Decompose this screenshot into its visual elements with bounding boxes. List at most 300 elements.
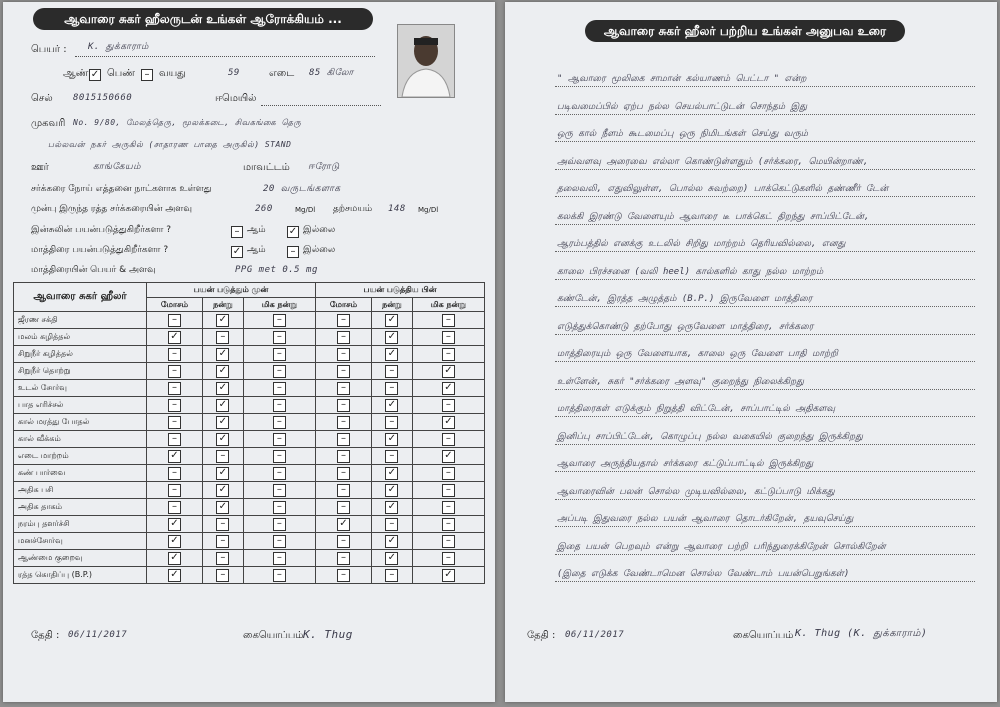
- after-cell: [371, 312, 412, 329]
- symptom-name: நரம்பு தளர்ச்சி: [14, 516, 147, 533]
- after-cell: [315, 312, 371, 329]
- grade-checkbox: ✓: [442, 416, 455, 429]
- before-cell: [202, 533, 243, 550]
- before-sugar-label: முன்பு இருந்த ரத்த சர்க்கரையின் அளவு: [31, 204, 193, 214]
- before-cell: [147, 482, 203, 499]
- before-unit: Mg/Dl: [295, 206, 316, 214]
- grade-checkbox: ✓: [385, 467, 398, 480]
- grade-checkbox: –: [442, 501, 455, 514]
- grade-checkbox: –: [337, 331, 350, 344]
- grade-checkbox: –: [273, 467, 286, 480]
- grade-checkbox: –: [273, 569, 286, 582]
- after-cell: [412, 465, 484, 482]
- grade-checkbox: –: [337, 348, 350, 361]
- grade-checkbox: –: [337, 501, 350, 514]
- before-cell: [147, 329, 203, 346]
- before-cell: [202, 380, 243, 397]
- date-label: தேதி :: [31, 630, 60, 641]
- before-cell: [147, 431, 203, 448]
- symptom-name: சிறுநீர் தொற்று: [14, 363, 147, 380]
- after-cell: [315, 533, 371, 550]
- ruled-line: [555, 554, 975, 555]
- grade-checkbox: ✓: [168, 552, 181, 565]
- after-cell: [315, 516, 371, 533]
- grade-verygood-after: மிக நன்று: [412, 298, 484, 312]
- ruled-line: [555, 279, 975, 280]
- before-cell: [147, 516, 203, 533]
- essay-line: கண்டேன், இரத்த அழுத்தம் (B.P.) இருவேளை மாத்திரை: [557, 294, 813, 304]
- grade-checkbox: ✓: [385, 348, 398, 361]
- ruled-line: [555, 334, 975, 335]
- grade-checkbox: ✓: [168, 331, 181, 344]
- grade-checkbox: ✓: [385, 331, 398, 344]
- form-banner: ஆவாரை சுகர் ஹீலருடன் உங்கள் ஆரோக்கியம் ...: [33, 8, 373, 30]
- grade-checkbox: –: [216, 450, 229, 463]
- before-cell: [202, 363, 243, 380]
- table-row: [14, 482, 485, 499]
- before-cell: [202, 397, 243, 414]
- symptom-table: [13, 282, 485, 584]
- grade-checkbox: ✓: [216, 314, 229, 327]
- symptom-name: சிறுநீர் கழித்தல்: [14, 346, 147, 363]
- after-cell: [371, 465, 412, 482]
- before-cell: [243, 482, 315, 499]
- essay-line: இதை பயன் பெறவும் என்று ஆவாரை பற்றி பரிந்துரைக்கிறேன் சொல்கிறேன்: [557, 541, 886, 552]
- table-row: [14, 431, 485, 448]
- grade-checkbox: –: [273, 484, 286, 497]
- grade-checkbox: –: [337, 450, 350, 463]
- essay-line: கலக்கி இரண்டு வேளையும் ஆவாரை டீ பாக்கெட் திறந்து சாப்பிட்டேன்,: [557, 211, 870, 222]
- years-label: சர்க்கரை நோய் எத்தனை நாட்களாக உள்ளது: [31, 184, 212, 194]
- female-label: பெண்: [107, 68, 135, 79]
- grade-checkbox: –: [442, 518, 455, 531]
- grade-checkbox: –: [442, 467, 455, 480]
- after-header: பயன் படுத்திய பின்: [315, 283, 484, 298]
- table-row: [14, 499, 485, 516]
- date-label-2: தேதி :: [527, 630, 556, 641]
- table-row: [14, 414, 485, 431]
- grade-checkbox: ✓: [216, 433, 229, 446]
- symptom-name: எடை மாற்றம்: [14, 448, 147, 465]
- town-label: ஊர்: [31, 162, 49, 173]
- form-page-front: [3, 2, 495, 702]
- grade-checkbox: –: [168, 348, 181, 361]
- after-cell: [315, 448, 371, 465]
- after-cell: [371, 550, 412, 567]
- grade-checkbox: –: [337, 535, 350, 548]
- grade-checkbox: –: [442, 535, 455, 548]
- essay-line: மாத்திரைகள் எடுக்கும் நிறுத்தி விட்டேன், சாப்பாட்டில் அதிகளவு: [557, 404, 836, 414]
- symptom-name: ஜீரண சக்தி: [14, 312, 147, 329]
- table-row: [14, 346, 485, 363]
- essay-line: ஆவாரைவின் பலன் சொல்ல முடியவில்லை, கட்டுப்பாடு மிக்கது: [557, 486, 835, 497]
- signature-label: கையொப்பம்: [243, 630, 304, 641]
- tablet-no-label: இல்லை: [303, 245, 336, 255]
- table-row: [14, 312, 485, 329]
- before-cell: [243, 499, 315, 516]
- before-cell: [147, 448, 203, 465]
- grade-checkbox: –: [273, 535, 286, 548]
- ruled-line: [555, 306, 975, 307]
- grade-checkbox: –: [168, 467, 181, 480]
- after-cell: [315, 482, 371, 499]
- address-label: முகவரி: [31, 118, 66, 129]
- symptom-name: அதிக பசி: [14, 482, 147, 499]
- cell-value: 8015150660: [73, 93, 133, 103]
- grade-checkbox: ✓: [385, 433, 398, 446]
- before-cell: [202, 448, 243, 465]
- ruled-line: [555, 169, 975, 170]
- tablet-no-checkbox: –: [287, 246, 299, 258]
- after-cell: [412, 448, 484, 465]
- email-label: ஈமெயில்: [215, 93, 257, 104]
- grade-verygood-before: மிக நன்று: [243, 298, 315, 312]
- signature-label-2: கையொப்பம்: [733, 630, 794, 641]
- essay-line: அப்படி இதுவரை நல்ல பயன் ஆவாரை தொடர்கிறேன், தயவுசெய்து: [557, 514, 854, 524]
- grade-checkbox: ✓: [216, 382, 229, 395]
- ruled-line: [555, 224, 975, 225]
- grade-checkbox: –: [273, 348, 286, 361]
- grade-good-before: நன்று: [202, 298, 243, 312]
- grade-checkbox: –: [273, 450, 286, 463]
- after-cell: [315, 499, 371, 516]
- grade-checkbox: ✓: [442, 569, 455, 582]
- grade-checkbox: –: [442, 314, 455, 327]
- before-header: பயன் படுத்தும் முன்: [147, 283, 316, 298]
- grade-checkbox: ✓: [337, 518, 350, 531]
- symptom-name: அதிக தாகம்: [14, 499, 147, 516]
- grade-checkbox: –: [385, 569, 398, 582]
- grade-checkbox: –: [273, 331, 286, 344]
- before-cell: [202, 346, 243, 363]
- grade-checkbox: –: [337, 569, 350, 582]
- grade-checkbox: –: [273, 518, 286, 531]
- before-cell: [147, 363, 203, 380]
- grade-checkbox: –: [337, 382, 350, 395]
- symptom-name: ரத்த கொதிப்பு (B.P.): [14, 567, 147, 584]
- table-row: [14, 329, 485, 346]
- grade-checkbox: –: [168, 501, 181, 514]
- before-cell: [243, 465, 315, 482]
- essay-line: உள்ளேன், சுகர் "சர்க்கரை அளவு" குறைந்து நிலைக்கிறது: [557, 376, 804, 387]
- tablet-yes-label: ஆம்: [247, 245, 266, 255]
- after-cell: [371, 346, 412, 363]
- after-cell: [315, 397, 371, 414]
- before-cell: [202, 329, 243, 346]
- grade-checkbox: ✓: [385, 501, 398, 514]
- ruled-line: [555, 251, 975, 252]
- table-brand-header: ஆவாரை சுகர் ஹீலர்: [14, 283, 147, 312]
- before-cell: [147, 550, 203, 567]
- grade-checkbox: –: [337, 314, 350, 327]
- after-cell: [371, 397, 412, 414]
- male-label: ஆண்: [63, 68, 89, 79]
- table-row: [14, 533, 485, 550]
- ruled-line: [555, 389, 975, 390]
- after-cell: [315, 431, 371, 448]
- grade-checkbox: –: [385, 450, 398, 463]
- insulin-yes-checkbox: –: [231, 226, 243, 238]
- essay-line: அவ்வளவு அரைவை எல்லா கொண்டுள்ளதும் (சர்க்கரை, மெயின்றாண்,: [557, 156, 869, 167]
- patient-photo: [397, 24, 455, 98]
- date-value: 06/11/2017: [68, 630, 128, 640]
- date-value-2: 06/11/2017: [565, 630, 625, 640]
- after-cell: [371, 380, 412, 397]
- symptom-name: மனச்சோர்வு: [14, 533, 147, 550]
- grade-checkbox: –: [273, 399, 286, 412]
- insulin-no-checkbox: ✓: [288, 226, 298, 237]
- ruled-line: [555, 141, 975, 142]
- grade-checkbox: ✓: [216, 416, 229, 429]
- after-cell: [412, 380, 484, 397]
- before-cell: [243, 414, 315, 431]
- grade-checkbox: ✓: [216, 399, 229, 412]
- before-cell: [243, 516, 315, 533]
- after-cell: [371, 414, 412, 431]
- before-cell: [202, 516, 243, 533]
- after-cell: [371, 516, 412, 533]
- signature-value: K. Thug: [303, 628, 353, 641]
- after-cell: [412, 312, 484, 329]
- before-cell: [243, 312, 315, 329]
- after-cell: [412, 414, 484, 431]
- symptom-name: கண் பார்வை: [14, 465, 147, 482]
- grade-checkbox: ✓: [216, 484, 229, 497]
- grade-checkbox: –: [168, 416, 181, 429]
- grade-checkbox: –: [273, 552, 286, 565]
- grade-checkbox: –: [168, 484, 181, 497]
- after-cell: [371, 499, 412, 516]
- grade-checkbox: –: [442, 399, 455, 412]
- symptom-name: உடல் சோர்வு: [14, 380, 147, 397]
- weight-label: எடை: [269, 68, 295, 79]
- grade-checkbox: –: [385, 416, 398, 429]
- district-value: ஈரோடு: [308, 162, 340, 172]
- before-cell: [202, 499, 243, 516]
- after-cell: [412, 567, 484, 584]
- essay-line: மாத்திரையும் ஒரு வேளையாக, காலை ஒரு வேளை பாதி மாற்றி: [557, 349, 838, 359]
- ruled-line: [555, 361, 975, 362]
- grade-checkbox: –: [337, 399, 350, 412]
- years-value: 20 வருடங்களாக: [263, 184, 341, 194]
- table-row: [14, 363, 485, 380]
- grade-checkbox: –: [442, 348, 455, 361]
- grade-checkbox: ✓: [385, 535, 398, 548]
- essay-line: ஒரு கால் நீளம் கூடமைப்பு ஒரு நிமிடங்கள் செய்து வரும்: [557, 129, 809, 139]
- before-cell: [243, 380, 315, 397]
- essay-line: இனிப்பு சாப்பிட்டேன், கொழுப்பு நல்ல வகையில் குறைந்து இருக்கிறது: [557, 431, 863, 442]
- grade-checkbox: –: [273, 365, 286, 378]
- essay-line: ஆவாரை அருந்தியதால் சர்க்கரை கட்டுப்பாட்டில் இருக்கிறது: [557, 459, 814, 469]
- after-cell: [412, 431, 484, 448]
- grade-checkbox: –: [216, 331, 229, 344]
- grade-checkbox: –: [216, 535, 229, 548]
- before-cell: [243, 363, 315, 380]
- essay-line: எடுத்துக்கொண்டு தற்போது ஒருவேளை மாத்திரை, சர்க்கரை: [557, 321, 814, 332]
- table-row: [14, 465, 485, 482]
- before-cell: [243, 397, 315, 414]
- form-page-back: [505, 2, 997, 702]
- before-cell: [147, 533, 203, 550]
- grade-checkbox: –: [168, 399, 181, 412]
- symptom-table-body: [14, 312, 485, 584]
- after-cell: [412, 329, 484, 346]
- experience-banner: ஆவாரை சுகர் ஹீலர் பற்றிய உங்கள் அனுபவ உரை: [585, 20, 905, 42]
- after-cell: [315, 567, 371, 584]
- insulin-label: இன்சுலின் பயன்படுத்துகிறீர்களா ?: [31, 225, 172, 235]
- grade-checkbox: ✓: [168, 450, 181, 463]
- grade-bad-after: மோசம்: [315, 298, 371, 312]
- grade-checkbox: ✓: [385, 552, 398, 565]
- grade-checkbox: –: [216, 569, 229, 582]
- after-cell: [412, 397, 484, 414]
- signature-value-2: K. Thug (K. துக்காராம்): [795, 628, 928, 639]
- before-cell: [147, 397, 203, 414]
- symptom-name: மலம் கழித்தல்: [14, 329, 147, 346]
- name-line: [75, 56, 375, 57]
- before-cell: [147, 465, 203, 482]
- name-label: பெயர் :: [31, 44, 67, 55]
- grade-checkbox: –: [337, 484, 350, 497]
- before-cell: [202, 465, 243, 482]
- grade-checkbox: –: [337, 433, 350, 446]
- grade-checkbox: –: [385, 518, 398, 531]
- before-cell: [243, 329, 315, 346]
- symptom-name: கால் மரத்து போதல்: [14, 414, 147, 431]
- grade-checkbox: –: [385, 365, 398, 378]
- town-value: காங்கேயம்: [93, 162, 141, 172]
- grade-checkbox: ✓: [216, 501, 229, 514]
- after-cell: [371, 363, 412, 380]
- grade-checkbox: –: [337, 365, 350, 378]
- grade-checkbox: –: [442, 552, 455, 565]
- before-cell: [202, 550, 243, 567]
- before-cell: [147, 312, 203, 329]
- symptom-name: பாத எரிச்சல்: [14, 397, 147, 414]
- table-row: [14, 380, 485, 397]
- essay-line: (இதை எடுக்க வேண்டாமென சொல்ல வேண்டாம் பயன்பெறுங்கள்): [557, 569, 850, 579]
- before-cell: [147, 567, 203, 584]
- now-sugar-label: தற்சமயம்: [333, 204, 373, 214]
- table-row: [14, 448, 485, 465]
- before-cell: [202, 431, 243, 448]
- after-cell: [412, 499, 484, 516]
- insulin-no-label: இல்லை: [303, 225, 336, 235]
- before-cell: [202, 482, 243, 499]
- table-row: [14, 397, 485, 414]
- grade-checkbox: –: [273, 501, 286, 514]
- grade-checkbox: –: [337, 416, 350, 429]
- grade-checkbox: –: [273, 382, 286, 395]
- grade-bad-before: மோசம்: [147, 298, 203, 312]
- after-cell: [315, 414, 371, 431]
- before-cell: [243, 431, 315, 448]
- grade-checkbox: ✓: [442, 382, 455, 395]
- before-cell: [243, 346, 315, 363]
- after-cell: [412, 533, 484, 550]
- tablet-label: மாத்திரை பயன்படுத்துகிறீர்களா ?: [31, 245, 169, 255]
- before-cell: [147, 499, 203, 516]
- after-cell: [315, 380, 371, 397]
- before-cell: [243, 567, 315, 584]
- after-cell: [371, 533, 412, 550]
- before-cell: [202, 312, 243, 329]
- name-value: K. துக்காராம்: [88, 42, 149, 52]
- table-row: [14, 550, 485, 567]
- table-row: [14, 567, 485, 584]
- before-cell: [147, 414, 203, 431]
- grade-checkbox: –: [442, 433, 455, 446]
- grade-checkbox: –: [216, 552, 229, 565]
- address-value-1: No. 9/80, மேலத்தெரு, மூலக்கடை, சிவகங்கை தெரு: [73, 118, 302, 127]
- grade-checkbox: –: [442, 331, 455, 344]
- before-cell: [202, 567, 243, 584]
- grade-checkbox: –: [216, 518, 229, 531]
- after-cell: [371, 482, 412, 499]
- male-checkbox: ✓: [90, 69, 100, 80]
- before-sugar-value: 260: [255, 204, 273, 214]
- after-cell: [315, 465, 371, 482]
- grade-checkbox: –: [442, 484, 455, 497]
- age-value: 59: [228, 68, 240, 78]
- ruled-line: [555, 86, 975, 87]
- before-cell: [243, 533, 315, 550]
- grade-checkbox: –: [337, 467, 350, 480]
- grade-checkbox: –: [168, 382, 181, 395]
- grade-checkbox: ✓: [385, 314, 398, 327]
- weight-value: 85 கிலோ: [309, 68, 354, 78]
- grade-checkbox: ✓: [385, 399, 398, 412]
- grade-checkbox: ✓: [442, 365, 455, 378]
- essay-line: " ஆவாரை மூலிகை சாமான் கல்யாணம் பெட்டா " என்ற: [557, 74, 807, 84]
- before-cell: [202, 414, 243, 431]
- grade-checkbox: –: [273, 416, 286, 429]
- before-cell: [147, 346, 203, 363]
- after-cell: [412, 363, 484, 380]
- after-cell: [412, 550, 484, 567]
- ruled-line: [555, 581, 975, 582]
- before-cell: [243, 550, 315, 567]
- ruled-line: [555, 471, 975, 472]
- after-cell: [371, 329, 412, 346]
- grade-checkbox: –: [168, 433, 181, 446]
- essay-line: ஆரம்பத்தில் எனக்கு உடலில் சிறிது மாற்றம் தெரியவில்லை, எனது: [557, 239, 846, 249]
- essay-line: தலைவலி, எதுவிலுள்ள, பொல்ல சுவற்றை) பாக்கெட்டுகளில் தண்ணீர் டேன்: [557, 184, 889, 194]
- grade-checkbox: ✓: [168, 535, 181, 548]
- ruled-line: [555, 499, 975, 500]
- before-cell: [147, 380, 203, 397]
- symptom-name: ஆண்மை குறைவு: [14, 550, 147, 567]
- grade-checkbox: ✓: [216, 365, 229, 378]
- grade-checkbox: ✓: [216, 348, 229, 361]
- cell-label: செல்: [31, 93, 53, 104]
- grade-checkbox: ✓: [385, 484, 398, 497]
- tablet-yes-checkbox: ✓: [232, 246, 242, 257]
- essay-line: காலை பிரச்சனை (வலி heel) கால்களில் காது நல்ல மாற்றம்: [557, 266, 824, 277]
- ruled-line: [555, 526, 975, 527]
- after-cell: [412, 346, 484, 363]
- email-line: [261, 105, 381, 106]
- grade-checkbox: ✓: [442, 450, 455, 463]
- ruled-line: [555, 114, 975, 115]
- before-cell: [243, 448, 315, 465]
- insulin-yes-label: ஆம்: [247, 225, 266, 235]
- ruled-line: [555, 196, 975, 197]
- now-unit: Mg/Dl: [418, 206, 439, 214]
- after-cell: [371, 448, 412, 465]
- grade-checkbox: –: [273, 433, 286, 446]
- table-row: [14, 516, 485, 533]
